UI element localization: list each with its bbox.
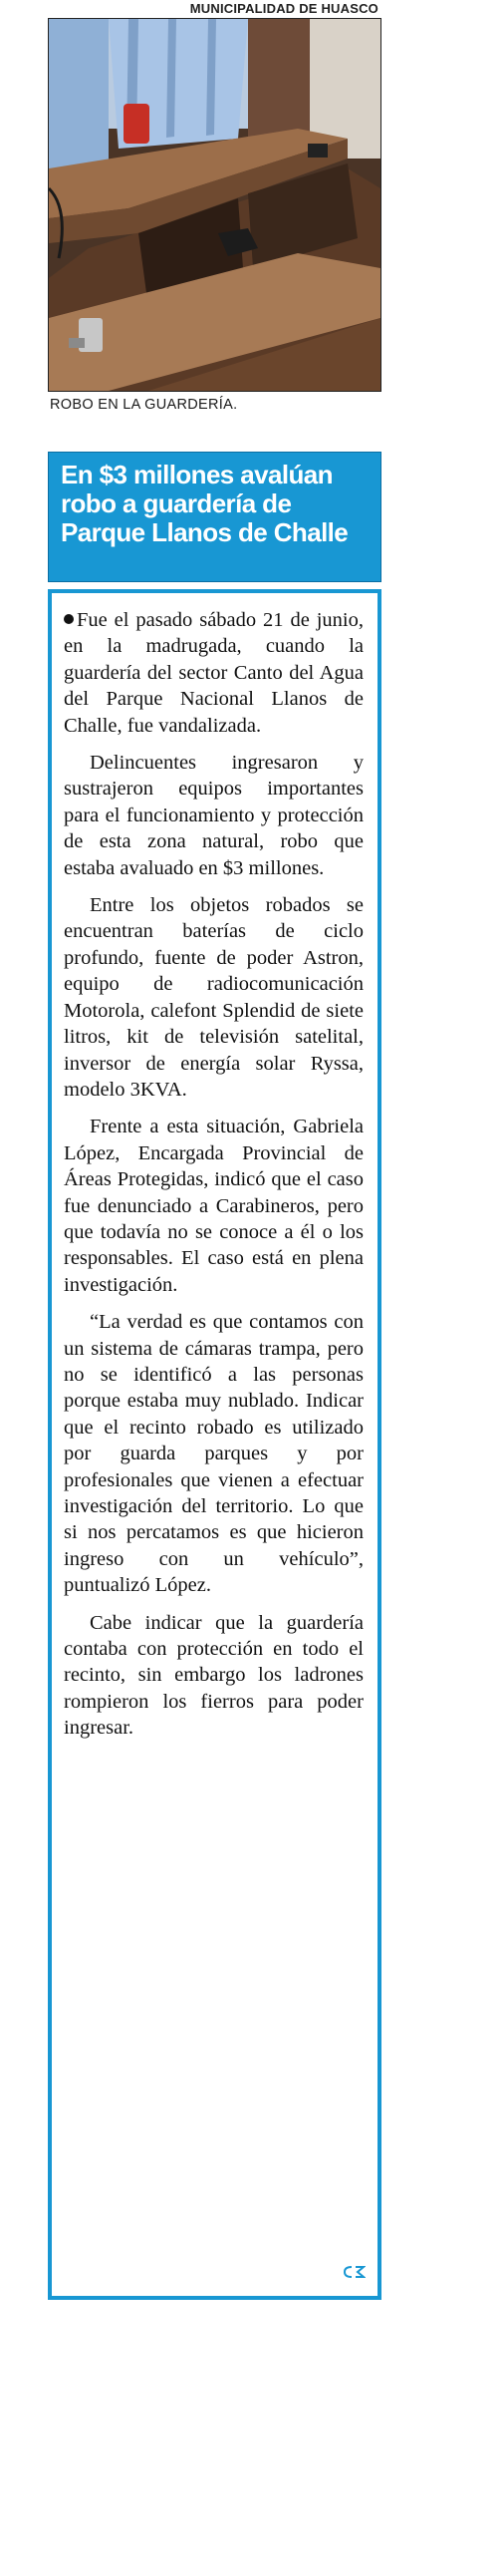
headline-box [48,452,381,582]
photo-caption: ROBO EN LA GUARDERÍA. [50,397,238,413]
article-photo [48,18,381,392]
paragraph-1 [64,607,364,739]
paragraph-3: Entre los objetos robados se encuentran baterías de ciclo profundo, fuente de poder Astron, equipo de radiocomunicación Motorola, calefont Splendid de siete litros, kit de televisión satelital, inversor de energía solar Ryssa, modelo 3KVA. [64,894,364,1101]
photo-credit: MUNICIPALIDAD DE HUASCO [189,1,378,16]
paragraph-6: Cabe indicar que la guardería contaba con protección en todo el recinto, sin embargo los ladrones rompieron los fierros para poder ingresar. [64,1611,364,1740]
paragraph-2: Delincuentes ingresaron y sustrajeron equipos importantes para el funcionamiento y protección de esta zona natural, robo que estaba avaluado en $3 millones. [64,752,364,879]
chilevision-end-mark-icon [344,2265,366,2284]
paragraph-5: “La verdad es que contamos con un sistema de cámaras trampa, pero no se identificó a las personas porque estaba muy nublado. Indicar que el recinto robado es utilizado por guarda parques y por profesionales que vienen a efectuar investigación del territorio. Lo que si nos percatamos es que hicieron ingreso con un vehículo”, puntualizó López. [64,1311,364,1597]
paragraph-1-text: Fue el pasado sábado 21 de junio, en la madrugada, cuando la guardería del sector Canto del Agua del Parque Nacional Llanos de Challe, fue vandalizada. [64,609,364,737]
paragraph-4: Frente a esta situación, Gabriela López, Encargada Provincial de Áreas Protegidas, indicó que el caso fue denunciado a Carabineros, pero que todavía no se conoce a él o los responsables. El caso está en plena investigación. [64,1116,364,1296]
bullet-icon [64,614,74,624]
article-headline: En $3 millones avalúan robo a guardería de Parque Llanos de Challe [61,460,349,547]
article-body [48,589,381,2300]
